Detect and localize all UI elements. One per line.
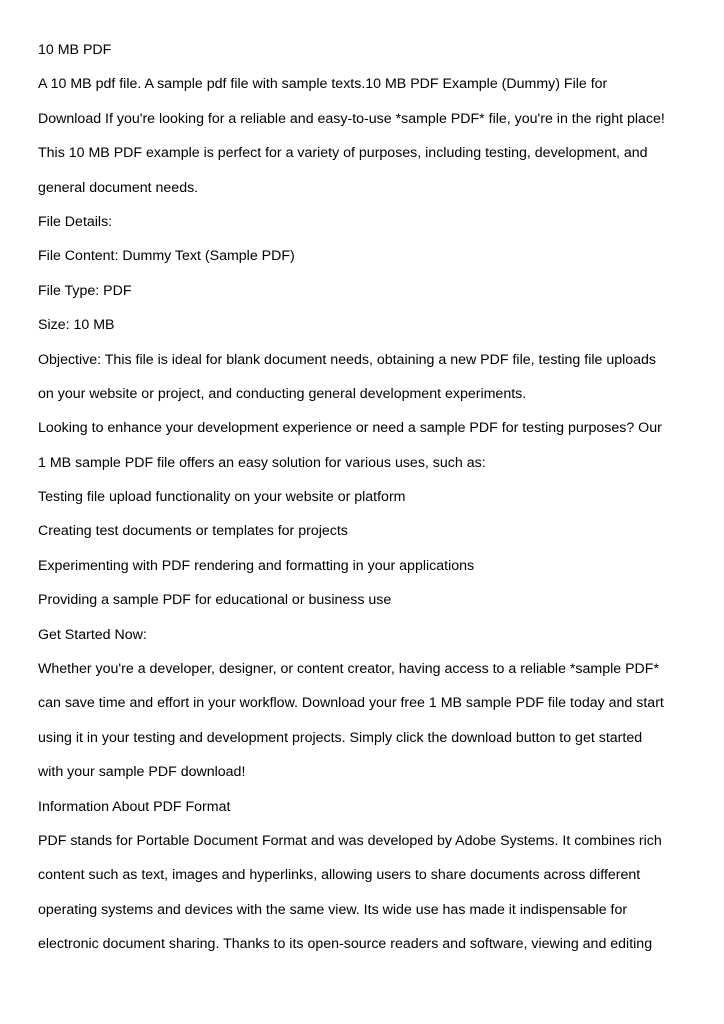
file-details-heading: File Details:: [38, 213, 113, 230]
objective-line-1: Objective: This file is ideal for blank document needs, obtaining a new PDF file, testing file uploads: [38, 351, 657, 368]
file-content-line: File Content: Dummy Text (Sample PDF): [38, 248, 295, 265]
get-started-line-3: using it in your testing and development projects. Simply click the download button to get started: [38, 729, 643, 746]
intro-line-3: This 10 MB PDF example is perfect for a variety of purposes, including testing, development, and: [38, 145, 648, 162]
intro-line-1: A 10 MB pdf file. A sample pdf file with sample texts.10 MB PDF Example (Dummy) File for: [38, 76, 608, 93]
get-started-line-4: with your sample PDF download!: [38, 764, 246, 781]
use-case-item: Testing file upload functionality on your website or platform: [38, 489, 406, 506]
get-started-heading: Get Started Now:: [38, 626, 147, 643]
pdf-format-heading: Information About PDF Format: [38, 798, 231, 815]
intro-line-4: general document needs.: [38, 179, 199, 196]
document-body: [38, 38, 698, 967]
use-case-item: Creating test documents or templates for projects: [38, 523, 348, 540]
file-type-line: File Type: PDF: [38, 282, 132, 299]
document-title: 10 MB PDF: [38, 42, 112, 58]
intro-line-2: Download If you're looking for a reliable and easy-to-use *sample PDF* file, you're in the right place!: [38, 110, 665, 127]
pdf-format-line-2: content such as text, images and hyperlinks, allowing users to share documents across different: [38, 867, 641, 884]
use-case-item: Providing a sample PDF for educational or business use: [38, 592, 392, 609]
enhance-line-1: Looking to enhance your development experience or need a sample PDF for testing purposes? Our: [38, 420, 662, 437]
pdf-format-line-1: PDF stands for Portable Document Format and was developed by Adobe Systems. It combines rich: [38, 832, 662, 849]
use-case-item: Experimenting with PDF rendering and formatting in your applications: [38, 557, 475, 574]
enhance-line-2: 1 MB sample PDF file offers an easy solution for various uses, such as:: [38, 454, 486, 471]
file-size-line: Size: 10 MB: [38, 317, 115, 334]
get-started-line-1: Whether you're a developer, designer, or content creator, having access to a reliable *sample PDF*: [38, 661, 659, 678]
get-started-line-2: can save time and effort in your workflow. Download your free 1 MB sample PDF file today and start: [38, 695, 664, 712]
pdf-format-line-3: operating systems and devices with the same view. Its wide use has made it indispensable for: [38, 901, 628, 918]
pdf-format-line-4: electronic document sharing. Thanks to its open-source readers and software, viewing and editing: [38, 936, 653, 953]
objective-line-2: on your website or project, and conducting general development experiments.: [38, 385, 527, 402]
